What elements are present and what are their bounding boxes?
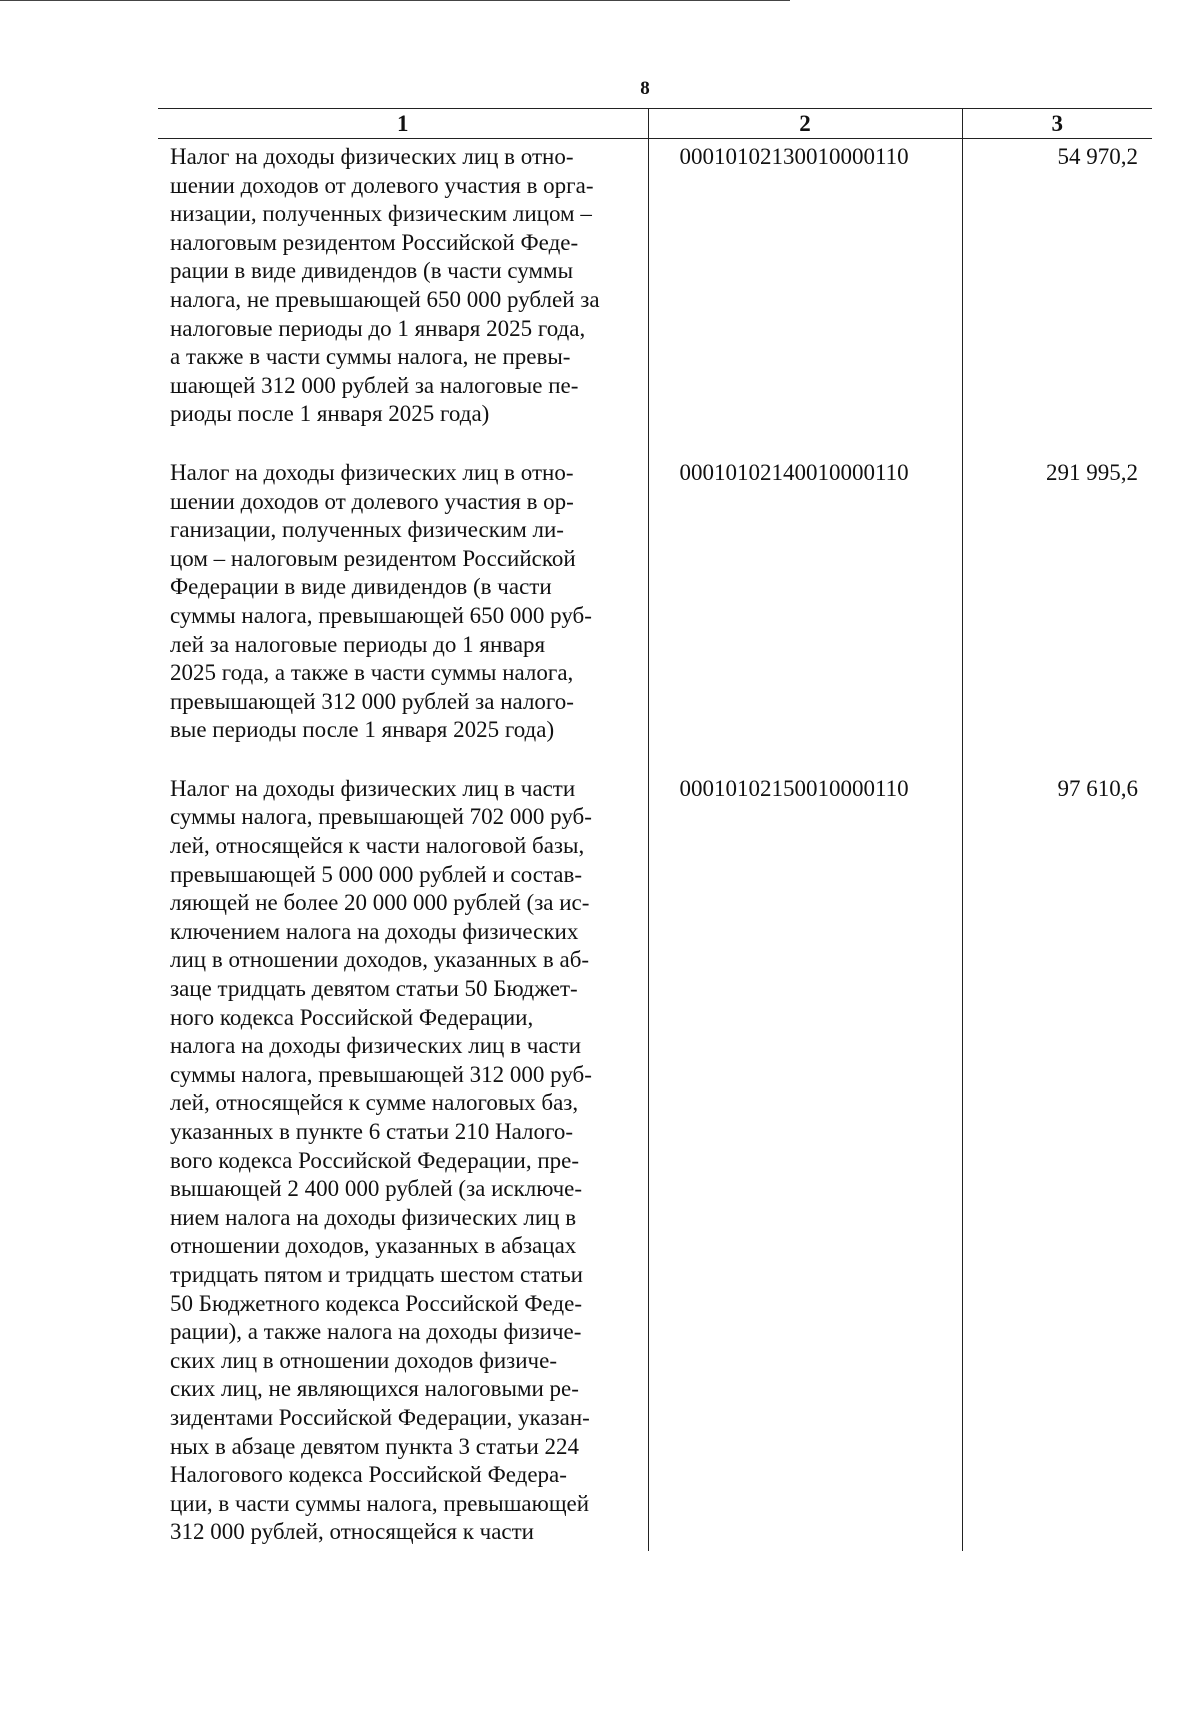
row-description: [158, 139, 648, 455]
description-line: Налог на доходы физических лиц в части: [170, 775, 576, 801]
description-line: рации в виде дивидендов (в части суммы: [170, 258, 574, 284]
row-amount: 291 995,2: [962, 455, 1152, 771]
description-line: зидентами Российской Федерации, указан-: [170, 1404, 590, 1430]
description-line: Федерации в виде дивидендов (в части: [170, 574, 552, 600]
description-line: превышающей 5 000 000 рублей и состав-: [170, 861, 583, 887]
description-line: вышающей 2 400 000 рублей (за исключе-: [170, 1176, 583, 1202]
row-description: [158, 771, 648, 1551]
table-header-row: [158, 109, 1152, 139]
description-line: лей, относящейся к части налоговой базы,: [170, 833, 585, 859]
description-line: рации), а также налога на доходы физиче-: [170, 1319, 582, 1345]
description-line: налога на доходы физических лиц в части: [170, 1033, 582, 1059]
description-line: низации, полученных физическим лицом –: [170, 201, 592, 227]
description-line: суммы налога, превышающей 702 000 руб-: [170, 804, 592, 830]
column-header-1: 1: [158, 109, 648, 139]
row-description: [158, 455, 648, 771]
description-line: тридцать пятом и тридцать шестом статьи: [170, 1261, 583, 1287]
description-line: превышающей 312 000 рублей за налого-: [170, 688, 574, 714]
description-line: шении доходов от долевого участия в орга-: [170, 172, 594, 198]
description-line: налоговые периоды до 1 января 2025 года,: [170, 315, 586, 341]
description-line: шающей 312 000 рублей за налоговые пе-: [170, 372, 579, 398]
page-top-edge-rule: [0, 0, 790, 1]
table-row: [158, 139, 1152, 455]
description-line: цом – налоговым резидентом Российской: [170, 545, 576, 571]
row-amount: 54 970,2: [962, 139, 1152, 455]
budget-revenue-table: [158, 108, 1152, 1551]
description-line: вые периоды после 1 января 2025 года): [170, 717, 555, 743]
description-line: налога, не превышающей 650 000 рублей за: [170, 286, 600, 312]
description-line: Налогового кодекса Российской Федера-: [170, 1462, 567, 1488]
description-line: лиц в отношении доходов, указанных в аб-: [170, 947, 590, 973]
description-line: ного кодекса Российской Федерации,: [170, 1004, 534, 1030]
column-header-2: 2: [648, 109, 962, 139]
description-line: лей за налоговые периоды до 1 января: [170, 631, 546, 657]
description-line: Налог на доходы физических лиц в отно-: [170, 459, 574, 485]
description-line: Налог на доходы физических лиц в отно-: [170, 144, 574, 169]
description-line: заце тридцать девятом статьи 50 Бюджет-: [170, 976, 578, 1002]
description-line: налоговым резидентом Российской Феде-: [170, 229, 579, 255]
description-line: ции, в части суммы налога, превышающей: [170, 1490, 590, 1516]
row-budget-code: 00010102130010000110: [648, 139, 962, 455]
description-line: нием налога на доходы физических лиц в: [170, 1204, 577, 1230]
page-number: 8: [640, 78, 650, 99]
table-row: [158, 455, 1152, 771]
description-line: указанных в пункте 6 статьи 210 Налого-: [170, 1119, 574, 1144]
column-header-3: 3: [962, 109, 1152, 139]
table-row: [158, 771, 1152, 1551]
description-line: отношении доходов, указанных в абзацах: [170, 1233, 577, 1259]
description-line: лей, относящейся к сумме налоговых баз,: [170, 1090, 579, 1116]
description-line: ганизации, полученных физическим ли-: [170, 517, 564, 543]
description-line: 50 Бюджетного кодекса Российской Феде-: [170, 1290, 582, 1316]
description-line: ских лиц в отношении доходов физиче-: [170, 1347, 557, 1373]
description-line: суммы налога, превышающей 312 000 руб-: [170, 1061, 592, 1087]
description-line: 312 000 рублей, относящейся к части: [170, 1519, 534, 1545]
description-line: 2025 года, а также в части суммы налога,: [170, 660, 574, 686]
row-amount: 97 610,6: [962, 771, 1152, 1551]
description-line: суммы налога, превышающей 650 000 руб-: [170, 602, 592, 628]
description-line: ских лиц, не являющихся налоговыми ре-: [170, 1376, 579, 1402]
description-line: шении доходов от долевого участия в ор-: [170, 488, 574, 514]
description-line: ных в абзаце девятом пункта 3 статьи 224: [170, 1433, 580, 1459]
description-line: а также в части суммы налога, не превы-: [170, 344, 571, 370]
description-line: вого кодекса Российской Федерации, пре-: [170, 1147, 580, 1173]
description-line: ключением налога на доходы физических: [170, 918, 579, 944]
row-budget-code: 00010102140010000110: [648, 455, 962, 771]
description-line: ляющей не более 20 000 000 рублей (за ис-: [170, 890, 590, 916]
description-line: риоды после 1 января 2025 года): [170, 401, 490, 427]
row-budget-code: 00010102150010000110: [648, 771, 962, 1551]
